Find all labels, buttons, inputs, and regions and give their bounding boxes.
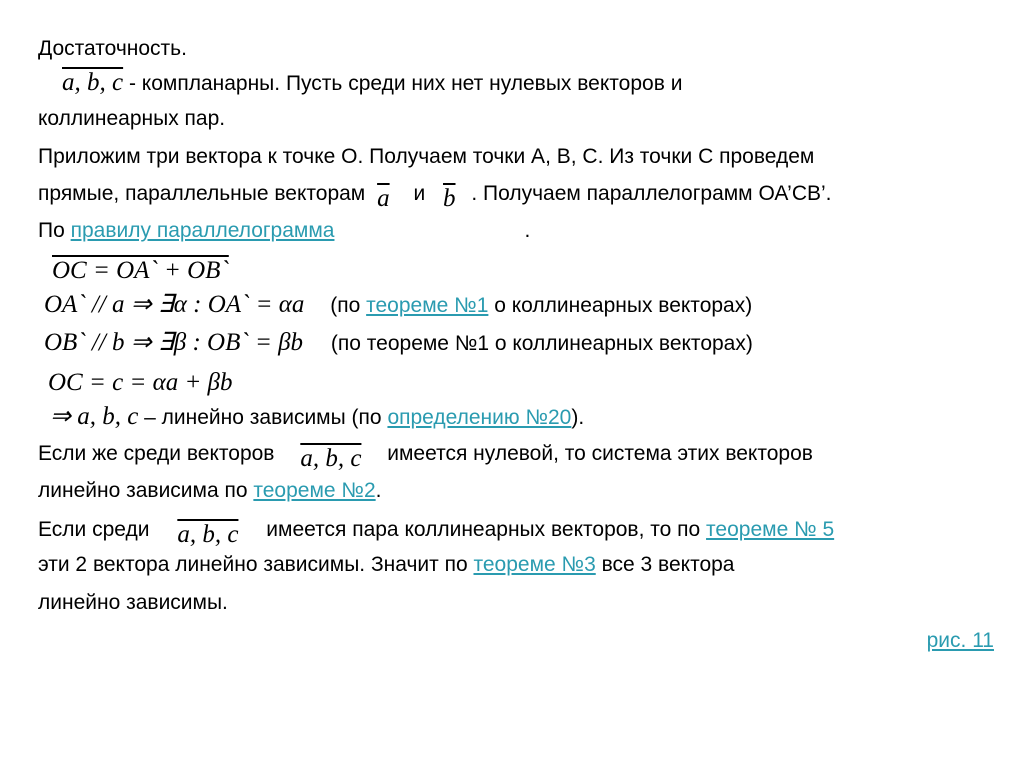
text-if-among-2: Если среди (38, 518, 150, 541)
link-theorem-3[interactable]: теореме №3 (473, 553, 596, 576)
line-zero-vector (38, 440, 813, 472)
text-two-vectors: эти 2 вектора линейно зависимы. Значит по (38, 553, 468, 576)
text-parallelogram: . Получаем параллелограмм ОА’СВ’. (471, 182, 832, 205)
formula-oc-combination (48, 370, 233, 397)
link-theorem-5[interactable]: теореме № 5 (706, 518, 835, 541)
text-collinear-vectors: о коллинеарных векторах) (494, 294, 753, 317)
vectors-abc-2: a, b, c (300, 445, 362, 472)
formula-oc-sum (52, 258, 229, 285)
text-has-pair: имеется пара коллинеарных векторов, то по (266, 518, 701, 541)
text-dependent-by: линейно зависима по (38, 479, 248, 502)
text-if-among: Если же среди векторов (38, 442, 275, 465)
line-theorem-3 (38, 552, 734, 578)
line-parallel-lines (38, 180, 832, 212)
text-all-three: все 3 вектора (601, 553, 735, 576)
vectors-abc: a, b, c (62, 69, 124, 96)
link-theorem-2[interactable]: теореме №2 (253, 479, 376, 502)
line-linear-dependent (50, 404, 584, 431)
formula-ob-collinear (44, 330, 753, 357)
formula-4: OC = c = αa + βb (48, 369, 233, 396)
line-collinear-pair (38, 516, 835, 548)
text-po: По (38, 219, 65, 242)
text-parallel: прямые, параллельные векторам (38, 182, 366, 205)
vectors-abc-3: a, b, c (177, 521, 239, 548)
text-coplanar: - компланарны. Пусть среди них нет нулевых векторов и (128, 72, 683, 95)
line-coplanar (38, 70, 682, 97)
text-period: . (524, 219, 531, 242)
link-figure-11[interactable]: рис. 11 (926, 629, 994, 652)
link-parallelogram-rule[interactable]: правилу параллелограмма (70, 219, 335, 242)
figure-link-line (927, 628, 994, 654)
text-theorem-1-plain: (по теореме №1 о коллинеарных векторах) (330, 332, 753, 355)
line-attach-vectors: Приложим три вектора к точке О. Получаем точки А, В, С. Из точки С проведем (38, 145, 815, 168)
formula-2: OA` // a ⇒ ∃α : OA` = αa (44, 291, 305, 318)
text-close-paren: ). (571, 406, 585, 429)
formula-1: OC = OA` + OB` (52, 257, 229, 284)
line-theorem-2 (38, 478, 381, 504)
line-linearly-dependent: линейно зависимы. (38, 591, 228, 614)
line-parallelogram-rule (38, 218, 530, 244)
text-has-zero: имеется нулевой, то система этих векторов (387, 442, 813, 465)
vector-b: $\overline{b}$ (443, 185, 456, 212)
formula-oa-collinear (44, 292, 752, 319)
formula-3: OB` // b ⇒ ∃β : OB` = βb (44, 329, 304, 356)
text-period-2: . (375, 479, 382, 502)
text-linear-dependent: – линейно зависимы (по (144, 406, 382, 429)
heading-sufficiency: Достаточность. (38, 37, 187, 60)
link-theorem-1[interactable]: теореме №1 (366, 294, 489, 317)
text-and: и (413, 182, 426, 205)
vector-a: $\overline{a}$ (377, 185, 390, 212)
implies-abc: ⇒ a, b, c (50, 403, 139, 430)
link-definition-20[interactable]: определению №20 (387, 406, 572, 429)
line-collinear-pairs: коллинеарных пар. (38, 107, 226, 130)
text-po-2: (по (330, 294, 361, 317)
